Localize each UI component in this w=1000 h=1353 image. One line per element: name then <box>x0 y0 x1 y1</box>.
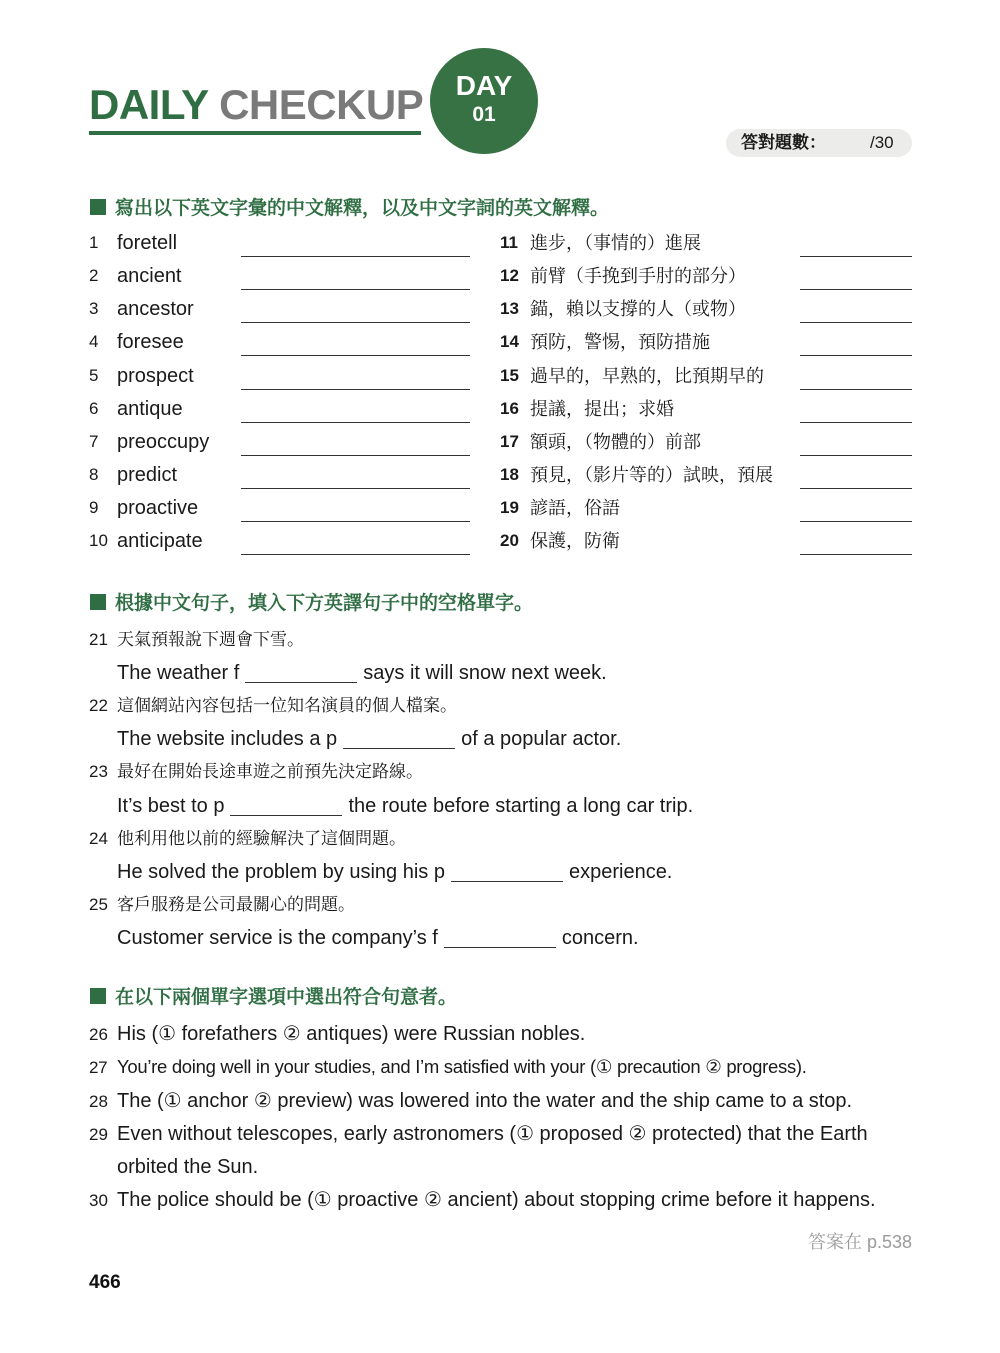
vocab-word: ancient <box>117 265 182 287</box>
answer-blank[interactable] <box>800 355 912 356</box>
item-number: 26 <box>89 1025 108 1044</box>
answer-blank[interactable] <box>241 488 470 489</box>
question-en <box>117 725 621 753</box>
choice-question <box>89 1020 585 1049</box>
vocab-item <box>89 229 479 257</box>
vocab-item <box>89 262 479 290</box>
vocab-definition: 過早的，早熟的，比預期早的 <box>530 366 764 386</box>
answer-blank[interactable] <box>241 389 470 390</box>
vocab-item <box>500 395 915 423</box>
vocab-item <box>500 494 915 522</box>
vocab-word: prospect <box>117 365 194 387</box>
question-text: The (① anchor ② preview) was lowered into the water and the ship came to a stop. <box>117 1090 853 1112</box>
score-box <box>726 129 912 157</box>
answer-blank[interactable] <box>800 422 912 423</box>
item-number: 21 <box>89 630 108 649</box>
item-number: 9 <box>89 498 99 517</box>
vocab-item <box>500 262 915 290</box>
answer-blank[interactable] <box>800 488 912 489</box>
answer-blank[interactable] <box>241 289 470 290</box>
item-number: 17 <box>500 432 519 451</box>
vocab-word: anticipate <box>117 530 203 552</box>
item-number: 1 <box>89 233 99 252</box>
answer-blank[interactable] <box>241 455 470 456</box>
answer-blank[interactable] <box>241 521 470 522</box>
vocab-word: proactive <box>117 497 199 519</box>
vocab-item <box>89 362 479 390</box>
vocab-item <box>500 362 915 390</box>
vocab-definition: 預防，警惕，預防措施 <box>530 332 710 352</box>
vocab-definition: 保護，防衛 <box>530 531 620 551</box>
vocab-item <box>89 428 479 456</box>
vocab-item <box>500 527 915 555</box>
answer-blank[interactable] <box>800 455 912 456</box>
section3-heading-text: 在以下兩個單字選項中選出符合句意者。 <box>115 987 458 1008</box>
section1-heading <box>90 197 609 221</box>
en-before: The website includes a p <box>117 728 338 750</box>
item-number: 20 <box>500 531 519 550</box>
question-zh <box>89 893 355 917</box>
choice-question <box>89 1186 876 1215</box>
vocab-item <box>89 461 479 489</box>
section3-heading <box>90 986 457 1010</box>
en-after: of a popular actor. <box>461 728 622 750</box>
en-before: It’s best to p <box>117 795 225 817</box>
title-checkup: CHECKUP <box>219 81 424 128</box>
vocab-word: antique <box>117 398 183 420</box>
item-number: 11 <box>500 233 518 252</box>
answer-blank[interactable] <box>241 422 470 423</box>
item-number: 23 <box>89 762 108 781</box>
question-zh <box>89 827 406 851</box>
item-number: 18 <box>500 465 519 484</box>
item-number: 4 <box>89 332 99 351</box>
item-number: 8 <box>89 465 99 484</box>
vocab-definition: 諺語，俗語 <box>530 498 620 518</box>
page-title <box>89 80 423 130</box>
item-number: 6 <box>89 399 99 418</box>
vocab-item <box>89 494 479 522</box>
question-text: Even without telescopes, early astronomers (① proposed ② protected) that the Earth <box>117 1123 868 1145</box>
vocab-item <box>89 328 479 356</box>
vocab-word: predict <box>117 464 178 486</box>
question-text: You’re doing well in your studies, and I’m satisfied with your (① precaution ② progress). <box>117 1056 807 1077</box>
question-zh <box>89 694 457 718</box>
answer-blank[interactable] <box>241 322 470 323</box>
score-total: /30 <box>870 133 894 152</box>
en-before: He solved the problem by using his p <box>117 861 445 883</box>
vocab-definition: 錨，賴以支撐的人（或物） <box>530 299 746 319</box>
answer-blank[interactable] <box>241 554 470 555</box>
fill-blank[interactable] <box>230 815 342 816</box>
item-number: 19 <box>500 498 519 517</box>
item-number: 16 <box>500 399 519 418</box>
square-bullet-icon <box>90 199 106 215</box>
section2-heading <box>90 592 533 616</box>
vocab-definition: 提議，提出；求婚 <box>530 399 674 419</box>
score-label: 答對題數： <box>741 133 826 152</box>
fill-blank[interactable] <box>343 748 455 749</box>
vocab-word: foretell <box>117 232 178 254</box>
answer-blank[interactable] <box>241 355 470 356</box>
vocab-item <box>89 527 479 555</box>
choice-question <box>89 1120 868 1149</box>
item-number: 2 <box>89 266 99 285</box>
vocab-definition: 預見，（影片等的）試映，預展 <box>530 465 773 485</box>
item-number: 15 <box>500 366 519 385</box>
fill-blank[interactable] <box>245 682 357 683</box>
answer-blank[interactable] <box>800 521 912 522</box>
section1-heading-text: 寫出以下英文字彙的中文解釋，以及中文字詞的英文解釋。 <box>115 198 610 219</box>
answer-blank[interactable] <box>800 256 912 257</box>
vocab-word: ancestor <box>117 298 194 320</box>
vocab-definition: 額頭，（物體的）前部 <box>530 432 701 452</box>
item-number: 7 <box>89 432 99 451</box>
item-number: 13 <box>500 299 519 318</box>
vocab-item <box>500 461 915 489</box>
vocab-item <box>89 295 479 323</box>
item-number: 5 <box>89 366 99 385</box>
question-en <box>117 858 672 886</box>
item-number: 24 <box>89 829 108 848</box>
item-number: 12 <box>500 266 519 285</box>
vocab-definition: 進步，（事情的）進展 <box>530 233 701 253</box>
square-bullet-icon <box>90 988 106 1004</box>
item-number: 28 <box>89 1092 108 1111</box>
answer-blank[interactable] <box>800 554 912 555</box>
item-number: 27 <box>89 1058 108 1077</box>
answer-blank[interactable] <box>800 322 912 323</box>
vocab-item <box>500 428 915 456</box>
day-label: DAY <box>455 70 513 101</box>
answer-reference: 答案在 p.538 <box>807 1232 912 1252</box>
vocab-item <box>500 328 915 356</box>
zh-sentence: 最好在開始長途車遊之前預先決定路線。 <box>117 762 423 781</box>
section2-heading-text: 根據中文句子，填入下方英譯句子中的空格單字。 <box>115 593 534 614</box>
choice-question <box>89 1087 852 1116</box>
day-badge <box>430 48 538 154</box>
fill-blank[interactable] <box>451 881 563 882</box>
question-en <box>117 792 693 820</box>
fill-blank[interactable] <box>444 947 556 948</box>
en-before: The weather f <box>117 662 240 684</box>
item-number: 22 <box>89 696 108 715</box>
page-number: 466 <box>89 1272 121 1293</box>
zh-sentence: 天氣預報說下週會下雪。 <box>117 630 304 649</box>
item-number: 29 <box>89 1125 108 1144</box>
item-number: 30 <box>89 1191 108 1210</box>
question-text: His (① forefathers ② antiques) were Russian nobles. <box>117 1023 586 1045</box>
en-after: experience. <box>568 861 673 883</box>
choice-question <box>89 1053 807 1082</box>
en-after: says it will snow next week. <box>363 662 607 684</box>
en-after: the route before starting a long car trip. <box>348 795 694 817</box>
question-zh <box>89 628 304 652</box>
answer-blank[interactable] <box>800 389 912 390</box>
question-zh <box>89 760 423 784</box>
vocab-item <box>500 229 915 257</box>
zh-sentence: 客戶服務是公司最關心的問題。 <box>117 895 355 914</box>
title-underline <box>89 131 421 135</box>
vocab-word: foresee <box>117 331 184 353</box>
vocab-item <box>500 295 915 323</box>
answer-blank[interactable] <box>241 256 470 257</box>
zh-sentence: 他利用他以前的經驗解決了這個問題。 <box>117 829 406 848</box>
question-en <box>117 924 639 952</box>
question-text-continued: orbited the Sun. <box>117 1156 259 1178</box>
square-bullet-icon <box>90 594 106 610</box>
vocab-item <box>89 395 479 423</box>
zh-sentence: 這個網站內容包括一位知名演員的個人檔案。 <box>117 696 457 715</box>
title-daily: DAILY <box>89 81 208 128</box>
vocab-word: preoccupy <box>117 431 210 453</box>
en-after: concern. <box>561 927 639 949</box>
answer-blank[interactable] <box>800 289 912 290</box>
item-number: 3 <box>89 299 99 318</box>
question-en <box>117 659 607 687</box>
question-text: The police should be (① proactive ② ancient) about stopping crime before it happens. <box>117 1189 876 1211</box>
item-number: 14 <box>500 332 519 351</box>
vocab-definition: 前臂（手挽到手肘的部分） <box>530 266 746 286</box>
day-number: 01 <box>472 103 496 126</box>
item-number: 10 <box>89 531 108 550</box>
en-before: Customer service is the company’s f <box>117 927 438 949</box>
item-number: 25 <box>89 895 108 914</box>
